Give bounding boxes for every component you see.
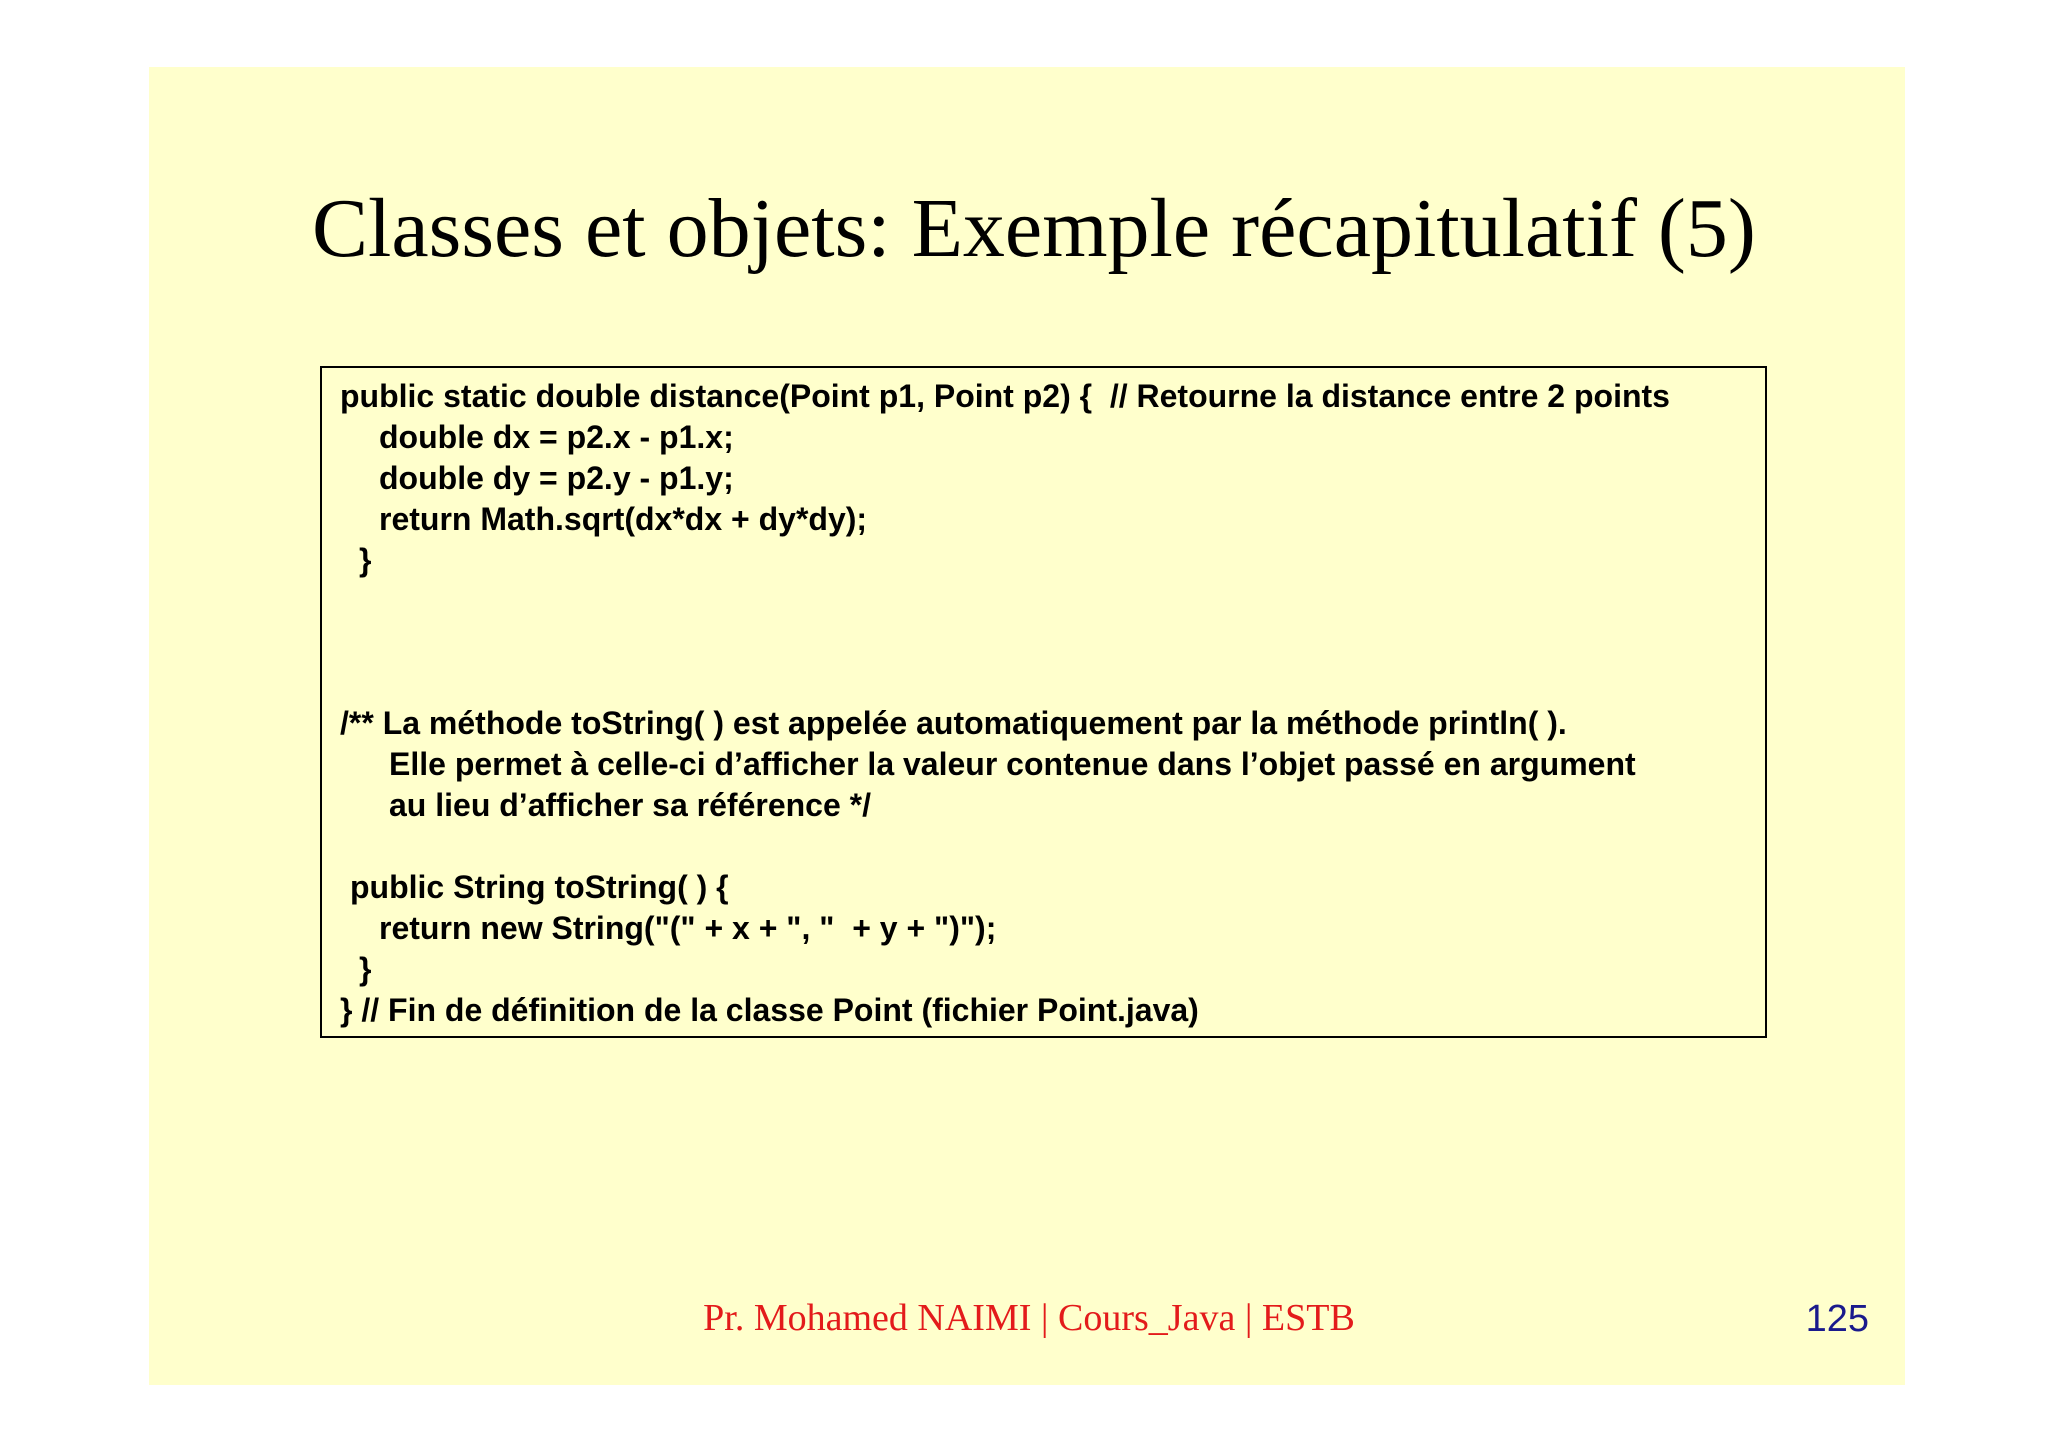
code-line: } (359, 542, 372, 578)
slide-title: Classes et objets: Exemple récapitulatif (5) (312, 182, 1756, 275)
slide-footer: Pr. Mohamed NAIMI | Cours_Java | ESTB (703, 1297, 1355, 1339)
code-line: } // Fin de définition de la classe Point (fichier Point.java) (340, 992, 1199, 1028)
code-line: return Math.sqrt(dx*dx + dy*dy); (379, 501, 868, 537)
slide (149, 67, 1905, 1385)
code-comment-line: Elle permet à celle-ci d’afficher la valeur contenue dans l’objet passé en argument (389, 746, 1636, 782)
code-line: return new String("(" + x + ", " + y + ")"); (379, 910, 997, 946)
code-line: } (359, 951, 372, 987)
code-line: public String toString( ) { (350, 869, 729, 905)
code-line: double dx = p2.x - p1.x; (379, 419, 734, 455)
code-comment-line: /** La méthode toString( ) est appelée automatiquement par la méthode println( ). (340, 705, 1567, 741)
code-line: double dy = p2.y - p1.y; (379, 460, 734, 496)
code-box (320, 366, 1767, 1038)
page-number: 125 (1805, 1298, 1869, 1340)
code-comment-line: au lieu d’afficher sa référence */ (389, 787, 871, 823)
code-line: public static double distance(Point p1, Point p2) { // Retourne la distance entre 2 points (340, 378, 1670, 414)
